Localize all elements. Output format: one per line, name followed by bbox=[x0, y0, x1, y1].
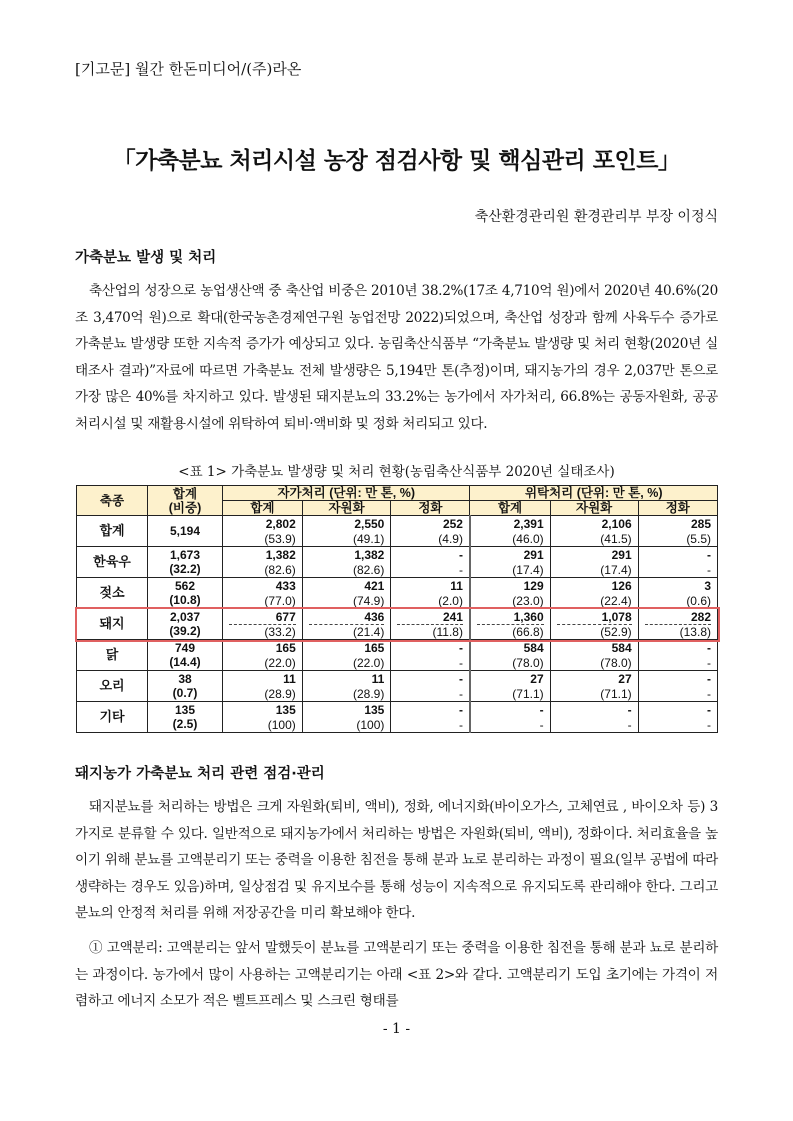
value-cell: - - bbox=[391, 640, 470, 671]
total-cell: 38 (0.7) bbox=[148, 671, 223, 702]
value-cell: 433 (77.0) bbox=[223, 578, 303, 609]
value-cell: - - bbox=[638, 702, 717, 733]
header-self: 자가처리 (단위: 만 톤, %) bbox=[223, 486, 470, 501]
value-cell: 11 (28.9) bbox=[223, 671, 303, 702]
value-cell: 165 (22.0) bbox=[223, 640, 303, 671]
body-paragraph: ① 고액분리: 고액분리는 앞서 말했듯이 분뇨를 고액분리기 또는 중력을 이용한 침전을 통해 분과 뇨로 분리하는 과정이다. 농가에서 많이 사용하는 고액분리기는 아래 <표 2>와 같다. 고액분리기 도입 초기에는 가격이 저렴하고 에너지 소모가 적은 벨트프레스 및 스크린 형태를 bbox=[75, 940, 718, 1009]
value-cell: 11 (28.9) bbox=[302, 671, 391, 702]
value-cell: 27 (71.1) bbox=[470, 671, 550, 702]
total-cell: 562 (10.8) bbox=[148, 578, 223, 609]
value-cell: - - bbox=[638, 671, 717, 702]
table-row bbox=[77, 640, 718, 671]
value-cell: 126 (22.4) bbox=[550, 578, 638, 609]
value-cell: 584 (78.0) bbox=[470, 640, 550, 671]
value-cell: 285 (5.5) bbox=[638, 516, 717, 547]
total-cell: 749 (14.4) bbox=[148, 640, 223, 671]
value-cell: 436 (21.4) bbox=[302, 609, 391, 640]
value-cell: 3 (0.6) bbox=[638, 578, 717, 609]
value-cell: 291 (17.4) bbox=[550, 547, 638, 578]
value-cell: 129 (23.0) bbox=[470, 578, 550, 609]
value-cell: 1,078 (52.9) bbox=[550, 609, 638, 640]
author-line: 축산환경관리원 환경관리부 부장 이정식 bbox=[474, 209, 718, 225]
total-cell: 135 (2.5) bbox=[148, 702, 223, 733]
value-cell: 2,106 (41.5) bbox=[550, 516, 638, 547]
value-cell: 282 (13.8) bbox=[638, 609, 717, 640]
value-cell: 1,382 (82.6) bbox=[302, 547, 391, 578]
value-cell: - - bbox=[470, 702, 550, 733]
species-cell: 기타 bbox=[77, 702, 148, 733]
species-cell: 젖소 bbox=[77, 578, 148, 609]
total-cell: 5,194 bbox=[148, 516, 223, 547]
subheader-cell: 합계 bbox=[470, 501, 550, 516]
value-cell: 135 (100) bbox=[223, 702, 303, 733]
subheader-cell: 자원화 bbox=[302, 501, 391, 516]
table-row bbox=[77, 547, 718, 578]
value-cell: - - bbox=[550, 702, 638, 733]
value-cell: 2,802 (53.9) bbox=[223, 516, 303, 547]
subheader-cell: 합계 bbox=[223, 501, 303, 516]
value-cell: 135 (100) bbox=[302, 702, 391, 733]
species-cell: 오리 bbox=[77, 671, 148, 702]
section-heading: 돼지농가 가축분뇨 처리 관련 점검·관리 bbox=[75, 766, 325, 782]
value-cell: 677 (33.2) bbox=[223, 609, 303, 640]
value-cell: 421 (74.9) bbox=[302, 578, 391, 609]
subheader-cell: 정화 bbox=[638, 501, 717, 516]
body-paragraph: 돼지분뇨를 처리하는 방법은 크게 자원화(퇴비, 액비), 정화, 에너지화(바이오가스, 고체연료 , 바이오차 등) 3가지로 분류할 수 있다. 일반적으로 돼지농가에서 처리하는 방법은 자원화(퇴비, 액비), 정화이다. 처리효율을 높이기 위해 분뇨를 고액분리기 또는 중력을 이용한 침전을 통해 분과 뇨로 분리하는 과정이 필요(일부 공법에 따라 생략하는 경우도 있음)하며, 일상점검 및 유지보수를 통해 성능이 지속적으로 유지되도록 관리해야 한다. 그리고 분뇨의 안정적 처리를 위해 저장공간을 미리 확보해야 한다. bbox=[75, 799, 718, 921]
page-title: 「가축분뇨 처리시설 농장 점검사항 및 핵심관리 포인트」 bbox=[112, 148, 681, 174]
value-cell: - - bbox=[638, 640, 717, 671]
header-total: 합계 (비중) bbox=[148, 486, 223, 516]
value-cell: 584 (78.0) bbox=[550, 640, 638, 671]
header-species: 축종 bbox=[77, 486, 148, 516]
value-cell: 2,391 (46.0) bbox=[470, 516, 550, 547]
body-paragraph: 축산업의 성장으로 농업생산액 중 축산업 비중은 2010년 38.2%(17조 4,710억 원)에서 2020년 40.6%(20조 3,470억 원)으로 확대(한국농촌경제연구원 농업전망 2022)되었으며, 축산업 성장과 함께 사육두수 증가로 가축분뇨 발생량 또한 지속적 증가가 예상되고 있다. 농림축산식품부 “가축분뇨 발생량 및 처리 현황(2020년 실태조사 결과)”자료에 따르면 가축분뇨 전체 발생량은 5,194만 톤(추정)이며, 돼지농가의 경우 2,037만 톤으로 가장 많은 40%를 차지하고 있다. 발생된 돼지분뇨의 33.2%는 농가에서 자가처리, 66.8%는 공동자원화, 공공처리시설 및 재활용시설에 위탁하여 퇴비·액비화 및 정화 처리되고 있다. bbox=[75, 283, 718, 432]
value-cell: 165 (22.0) bbox=[302, 640, 391, 671]
subheader-cell: 정화 bbox=[391, 501, 470, 516]
value-cell: 252 (4.9) bbox=[391, 516, 470, 547]
page-number: - 1 - bbox=[382, 1021, 411, 1037]
value-cell: 27 (71.1) bbox=[550, 671, 638, 702]
value-cell: 1,360 (66.8) bbox=[470, 609, 550, 640]
value-cell: 241 (11.8) bbox=[391, 609, 470, 640]
value-cell: 2,550 (49.1) bbox=[302, 516, 391, 547]
header-consign: 위탁처리 (단위: 만 톤, %) bbox=[470, 486, 718, 501]
species-cell: 합계 bbox=[77, 516, 148, 547]
subheader-cell: 자원화 bbox=[550, 501, 638, 516]
species-cell: 한육우 bbox=[77, 547, 148, 578]
total-cell: 2,037 (39.2) bbox=[148, 609, 223, 640]
table-row bbox=[77, 516, 718, 547]
table-row bbox=[77, 609, 718, 640]
data-table bbox=[76, 485, 718, 733]
species-cell: 돼지 bbox=[77, 609, 148, 640]
value-cell: 291 (17.4) bbox=[470, 547, 550, 578]
value-cell: - - bbox=[391, 671, 470, 702]
table-row bbox=[77, 578, 718, 609]
value-cell: 11 (2.0) bbox=[391, 578, 470, 609]
value-cell: - - bbox=[391, 702, 470, 733]
species-cell: 닭 bbox=[77, 640, 148, 671]
total-cell: 1,673 (32.2) bbox=[148, 547, 223, 578]
section-heading: 가축분뇨 발생 및 처리 bbox=[75, 250, 217, 266]
value-cell: 1,382 (82.6) bbox=[223, 547, 303, 578]
value-cell: - - bbox=[638, 547, 717, 578]
header-note: [기고문] 월간 한돈미디어/(주)라온 bbox=[75, 60, 302, 78]
table-caption: <표 1> 가축분뇨 발생량 및 처리 현황(농림축산식품부 2020년 실태조사) bbox=[178, 464, 615, 480]
value-cell: - - bbox=[391, 547, 470, 578]
table-row bbox=[77, 671, 718, 702]
table-row bbox=[77, 702, 718, 733]
